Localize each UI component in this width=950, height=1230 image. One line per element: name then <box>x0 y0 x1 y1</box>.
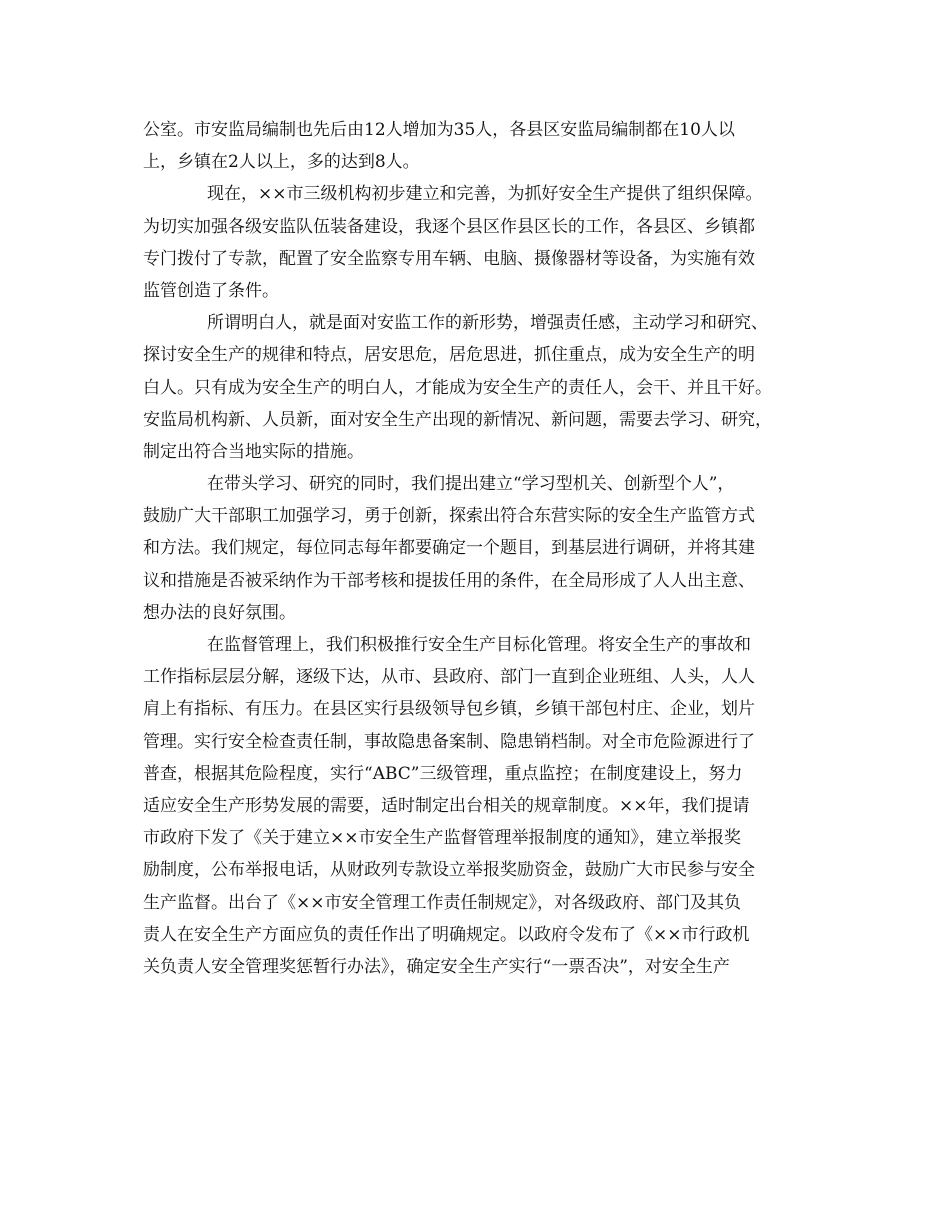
text-line: 和方法。我们规定，每位同志每年都要确定一个题目，到基层进行调研，并将其建 <box>143 538 755 559</box>
text-line: 适应安全生产形势发展的需要，适时制定出台相关的规章制度。××年，我们提请 <box>143 795 750 816</box>
text-line: 议和措施是否被采纳作为干部考核和提拔任用的条件，在全局形成了人人出主意、 <box>143 570 755 591</box>
text-line: 探讨安全生产的规律和特点，居安思危，居危思进，抓住重点，成为安全生产的明 <box>143 345 755 366</box>
text-line: 鼓励广大干部职工加强学习，勇于创新，探索出符合东营实际的安全生产监管方式 <box>143 506 755 527</box>
text-line: 安监局机构新、人员新，面对安全生产出现的新情况、新问题，需要去学习、研究， <box>143 409 772 430</box>
text-line: 肩上有指标、有压力。在县区实行县级领导包乡镇，乡镇干部包村庄、企业，划片 <box>143 699 755 720</box>
text-line: 管理。实行安全检查责任制，事故隐患备案制、隐患销档制。对全市危险源进行了 <box>143 731 755 752</box>
paragraph-first-line: 现在，××市三级机构初步建立和完善，为抓好安全生产提供了组织保障。 <box>207 184 763 205</box>
text-line: 生产监督。出台了《××市安全管理工作责任制规定》，对各级政府、部门及其负 <box>143 892 741 913</box>
text-line: 普查，根据其危险程度，实行“ABC”三级管理，重点监控；在制度建设上，努力 <box>143 763 743 784</box>
text-line: 白人。只有成为安全生产的明白人，才能成为安全生产的责任人，会干、并且干好。 <box>143 377 772 398</box>
text-line: 监管创造了条件。 <box>143 280 279 301</box>
text-line: 为切实加强各级安监队伍装备建设，我逐个县区作县区长的工作，各县区、乡镇都 <box>143 216 755 237</box>
text-line: 专门拨付了专款，配置了安全监察专用车辆、电脑、摄像器材等设备，为实施有效 <box>143 248 755 269</box>
text-line: 励制度，公布举报电话，从财政列专款设立举报奖励资金，鼓励广大市民参与安全 <box>143 860 755 881</box>
text-line: 上，乡镇在2人以上，多的达到8人。 <box>143 152 420 173</box>
text-line: 工作指标层层分解，逐级下达，从市、县政府、部门一直到企业班组、人头，人人 <box>143 667 755 688</box>
text-line: 想办法的良好氛围。 <box>143 602 296 623</box>
text-line: 市政府下发了《关于建立××市安全生产监督管理举报制度的通知》，建立举报奖 <box>143 828 741 849</box>
text-line: 制定出符合当地实际的措施。 <box>143 441 364 462</box>
text-line: 责人在安全生产方面应负的责任作出了明确规定。以政府令发布了《××市行政机 <box>143 924 750 945</box>
paragraph-first-line: 所谓明白人，就是面对安监工作的新形势，增强责任感，主动学习和研究、 <box>207 313 768 334</box>
document-body <box>143 114 823 983</box>
paragraph-first-line: 在监督管理上，我们积极推行安全生产目标化管理。将安全生产的事故和 <box>207 635 751 655</box>
text-line: 公室。市安监局编制也先后由12人增加为35人，各县区安监局编制都在10人以 <box>143 120 735 140</box>
paragraph-first-line: 在带头学习、研究的同时，我们提出建立“学习型机关、创新型个人”， <box>207 474 735 495</box>
text-line: 关负责人安全管理奖惩暂行办法》，确定安全生产实行“一票否决”，对安全生产 <box>143 956 730 977</box>
